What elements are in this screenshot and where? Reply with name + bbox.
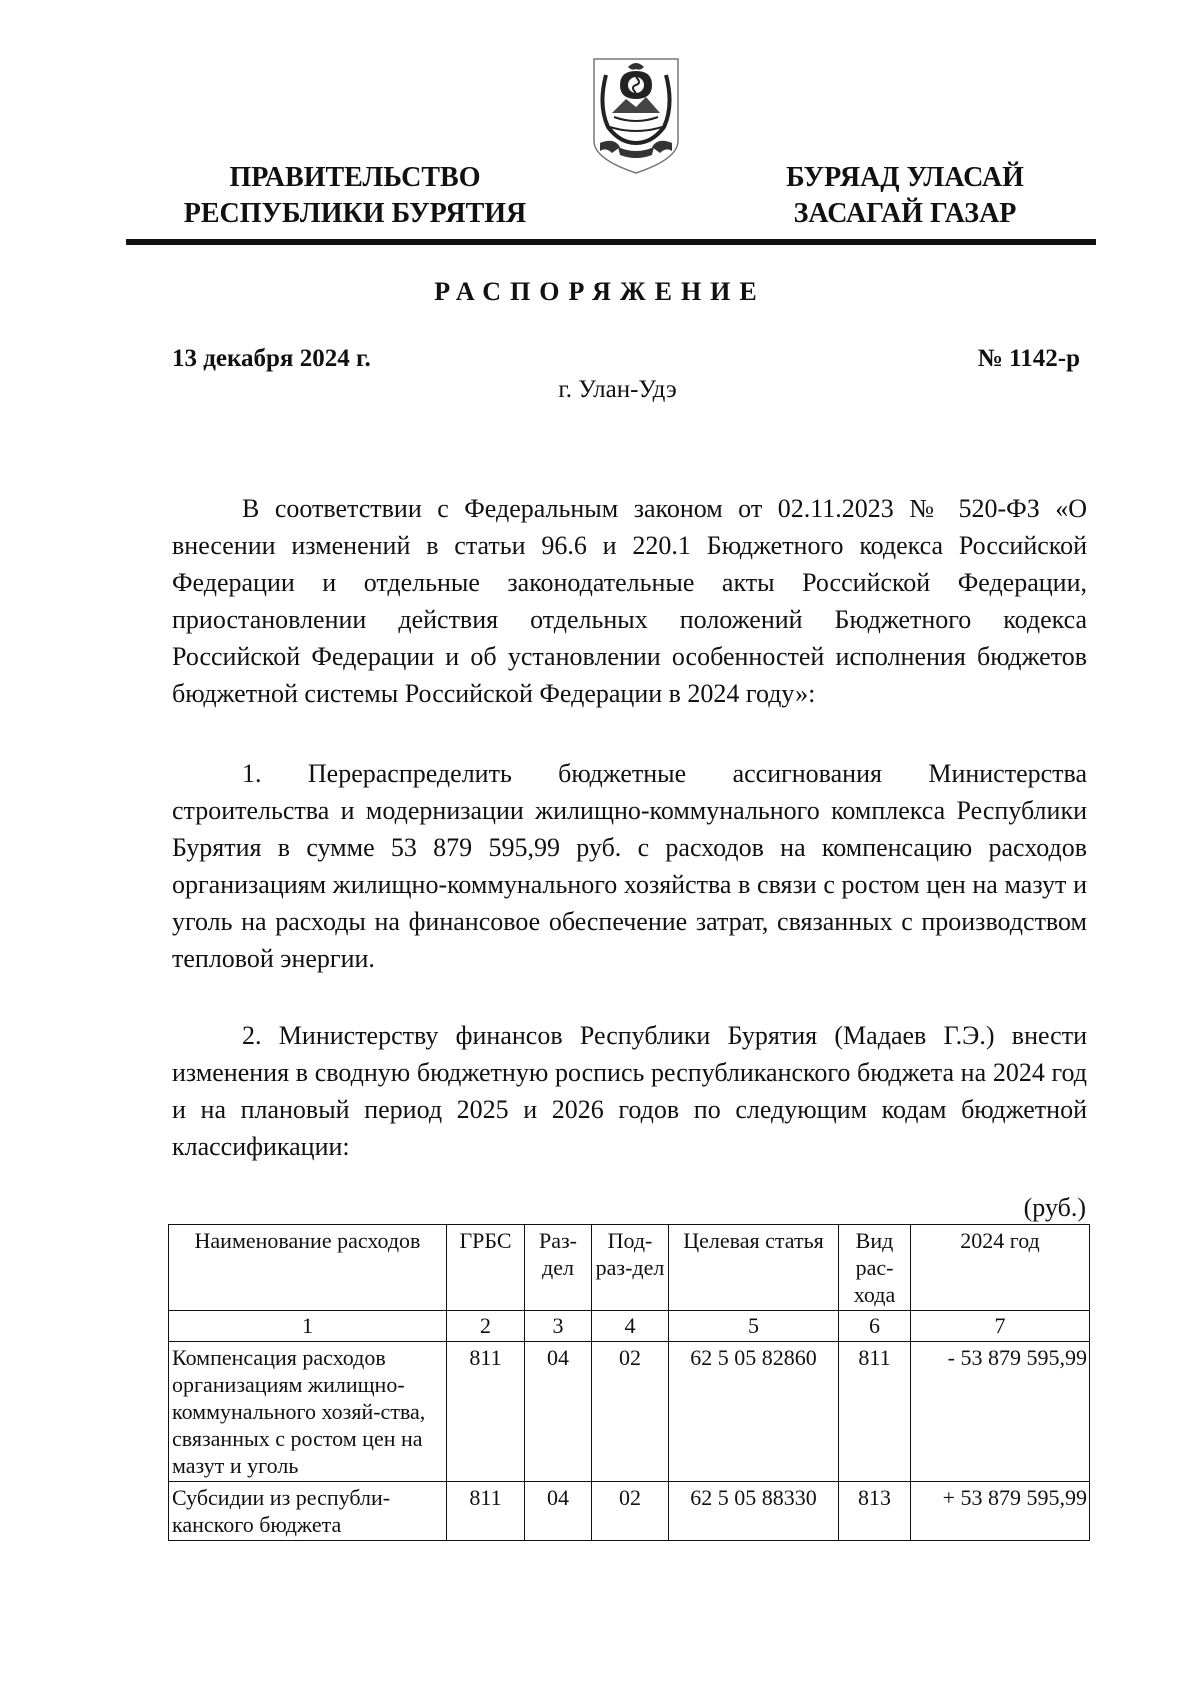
column-number: 6 [839, 1311, 911, 1342]
paragraph-item-1: 1. Перераспределить бюджетные ассигнования Министерства строительства и модернизации жилищно-коммунального комплекса Республики Бурятия в сумме 53 879 595,99 руб. с расходов на компенсацию расходов организациям жилищно-коммунального хозяйства в связи с ростом цен на мазут и уголь на расходы на финансовое обеспечение затрат, связанных с производством тепловой энергии. [172, 759, 1087, 973]
header-year: 2024 год [911, 1225, 1090, 1311]
cell-name: Компенсация расходов организациям жилищно-коммунального хозяй-ства, связанных с ростом цен на мазут и уголь [169, 1342, 447, 1482]
column-number: 3 [525, 1311, 592, 1342]
cell-grbs: 811 [447, 1342, 525, 1482]
cell-amount: - 53 879 595,99 [911, 1342, 1090, 1482]
header-vid: Вид рас-хода [839, 1225, 911, 1311]
cell-name: Субсидии из республи-канского бюджета [169, 1482, 447, 1541]
table-header-row [169, 1225, 1090, 1311]
budget-table [168, 1224, 1090, 1541]
document-title: РАСПОРЯЖЕНИЕ [434, 277, 766, 306]
header-grbs: ГРБС [447, 1225, 525, 1311]
header-left-line2: РЕСПУБЛИКИ БУРЯТИЯ [183, 198, 527, 229]
cell-podrazdel: 02 [592, 1482, 669, 1541]
paragraph-preamble: В соответствии с Федеральным законом от 02.11.2023 № 520-ФЗ «О внесении изменений в статьи 96.6 и 220.1 Бюджетного кодекса Российской Федерации и отдельные законодательные акты Российской Федерации, приостановлении действия отдельных положений Бюджетного кодекса Российской Федерации и об установлении особенностей исполнения бюджетов бюджетной системы Российской Федерации в 2024 году»: [172, 494, 1087, 708]
table-row [169, 1342, 1090, 1482]
document-city: г. Улан-Удэ [558, 376, 677, 403]
column-number: 2 [447, 1311, 525, 1342]
cell-razdel: 04 [525, 1342, 592, 1482]
column-number: 4 [592, 1311, 669, 1342]
header-left-line1: ПРАВИТЕЛЬСТВО [229, 162, 481, 193]
header-right [755, 160, 1055, 232]
document-number: № 1142-р [977, 345, 1080, 372]
table-column-numbers-row [169, 1311, 1090, 1342]
table-unit: (руб.) [1023, 1193, 1086, 1222]
cell-amount: + 53 879 595,99 [911, 1482, 1090, 1541]
cell-grbs: 811 [447, 1482, 525, 1541]
cell-target: 62 5 05 88330 [669, 1482, 839, 1541]
cell-target: 62 5 05 82860 [669, 1342, 839, 1482]
document-date: 13 декабря 2024 г. [172, 345, 371, 372]
column-number: 1 [169, 1311, 447, 1342]
column-number: 7 [911, 1311, 1090, 1342]
cell-podrazdel: 02 [592, 1342, 669, 1482]
cell-razdel: 04 [525, 1482, 592, 1541]
header-name: Наименование расходов [169, 1225, 447, 1311]
header-podrazdel: Под-раз-дел [592, 1225, 669, 1311]
header-divider [126, 239, 1096, 245]
header-razdel: Раз-дел [525, 1225, 592, 1311]
header-left [170, 160, 540, 232]
column-number: 5 [669, 1311, 839, 1342]
header-right-line1: БУРЯАД УЛАСАЙ [786, 162, 1024, 193]
cell-vid: 813 [839, 1482, 911, 1541]
table-row [169, 1482, 1090, 1541]
coat-of-arms-emblem-icon [590, 55, 682, 177]
cell-vid: 811 [839, 1342, 911, 1482]
header-right-line2: ЗАСАГАЙ ГАЗАР [793, 198, 1017, 229]
paragraph-item-2: 2. Министерству финансов Республики Бурятия (Мадаев Г.Э.) внести изменения в сводную бюджетную роспись республиканского бюджета на 2024 год и на плановый период 2025 и 2026 годов по следующим кодам бюджетной классификации: [172, 1021, 1087, 1161]
header-target: Целевая статья [669, 1225, 839, 1311]
